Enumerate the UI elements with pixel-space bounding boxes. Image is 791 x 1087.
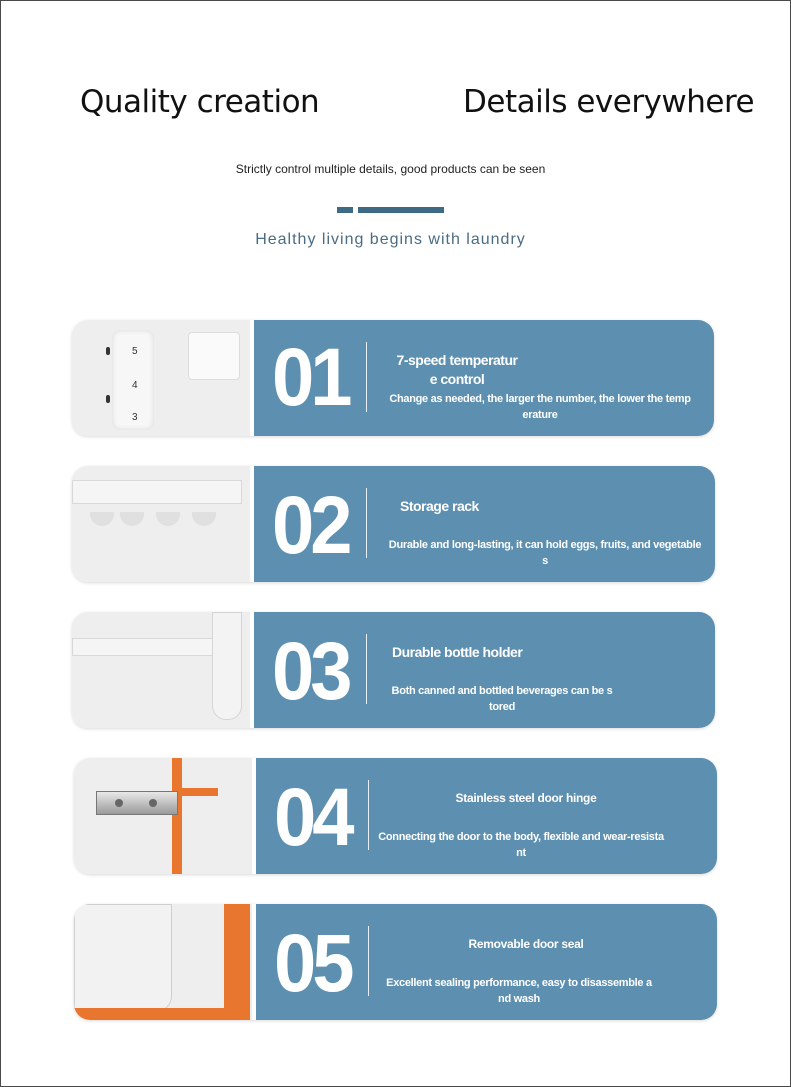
feature-description	[380, 683, 624, 715]
feature-description	[380, 391, 700, 423]
feature-panel	[256, 758, 717, 874]
feature-desc-line: Change as needed, the larger the number, the lower the temp	[389, 393, 691, 405]
heading-right: Details everywhere	[463, 84, 755, 120]
egg-cup	[156, 512, 180, 526]
feature-desc-line: Both canned and bottled beverages can be s	[391, 685, 613, 697]
feature-desc-line: tored	[488, 701, 515, 713]
feature-card-5	[74, 904, 717, 1020]
feature-photo-door-seal	[74, 904, 256, 1020]
feature-photo-storage-rack	[72, 466, 254, 582]
door-edge	[172, 758, 182, 874]
feature-card-1	[72, 320, 714, 436]
feature-number: 03	[272, 625, 349, 718]
feature-title: Durable bottle holder	[392, 644, 523, 660]
screw-icon	[149, 799, 157, 807]
egg-cup	[192, 512, 216, 526]
door-edge	[74, 1008, 250, 1020]
accent-bar-short	[337, 207, 353, 213]
divider-line	[368, 780, 369, 850]
feature-desc-line: nt	[516, 847, 526, 859]
feature-description	[371, 829, 671, 861]
divider-line	[366, 342, 367, 412]
heading-left: Quality creation	[80, 84, 320, 120]
seal-corner	[74, 904, 172, 1012]
accent-bar-long	[358, 207, 444, 213]
feature-photo-bottle-holder	[72, 612, 254, 728]
feature-card-2	[72, 466, 715, 582]
feature-photo-temperature-dial	[72, 320, 254, 436]
hinge-plate	[96, 791, 178, 815]
feature-title	[382, 351, 532, 389]
feature-panel	[254, 466, 715, 582]
holder-bracket	[212, 612, 242, 720]
feature-number: 01	[272, 331, 349, 424]
dial-knob	[112, 330, 154, 430]
feature-desc-line: Durable and long-lasting, it can hold eggs, fruits, and vegetable	[388, 539, 702, 551]
feature-title: Stainless steel door hinge	[455, 791, 597, 805]
feature-desc-line: s	[542, 555, 548, 567]
feature-number: 04	[274, 771, 351, 864]
feature-title-line: e control	[429, 371, 485, 387]
feature-desc-line: Excellent sealing performance, easy to disassemble a	[386, 977, 652, 989]
feature-number: 02	[272, 479, 349, 572]
dial-indicator	[106, 395, 110, 403]
divider-line	[368, 926, 369, 996]
feature-desc-line: nd wash	[498, 993, 540, 1005]
feature-title: Storage rack	[400, 498, 479, 514]
feature-photo-door-hinge	[74, 758, 256, 874]
door-edge	[224, 904, 250, 1020]
feature-desc-line: erature	[522, 409, 558, 421]
rack-rail	[72, 480, 242, 504]
feature-description	[380, 537, 710, 569]
dial-mark: 3	[132, 412, 138, 423]
dial-mark: 4	[132, 380, 138, 391]
lamp-cover	[188, 332, 240, 380]
feature-panel	[254, 320, 714, 436]
feature-description	[374, 975, 664, 1007]
subtitle: Strictly control multiple details, good products can be seen	[235, 162, 546, 176]
tagline: Healthy living begins with laundry	[255, 231, 526, 248]
divider-line	[366, 634, 367, 704]
divider-line	[366, 488, 367, 558]
egg-cup	[90, 512, 114, 526]
dial-indicator	[106, 347, 110, 355]
feature-panel	[254, 612, 715, 728]
door-edge	[182, 788, 218, 796]
feature-number: 05	[274, 917, 351, 1010]
feature-title: Removable door seal	[468, 937, 584, 951]
feature-card-3	[72, 612, 715, 728]
feature-desc-line: Connecting the door to the body, flexible and wear-resista	[378, 831, 664, 843]
feature-card-4	[74, 758, 717, 874]
dial-mark: 5	[132, 346, 138, 357]
feature-panel	[256, 904, 717, 1020]
egg-cup	[120, 512, 144, 526]
screw-icon	[115, 799, 123, 807]
feature-title-line: 7-speed temperatur	[396, 352, 518, 368]
